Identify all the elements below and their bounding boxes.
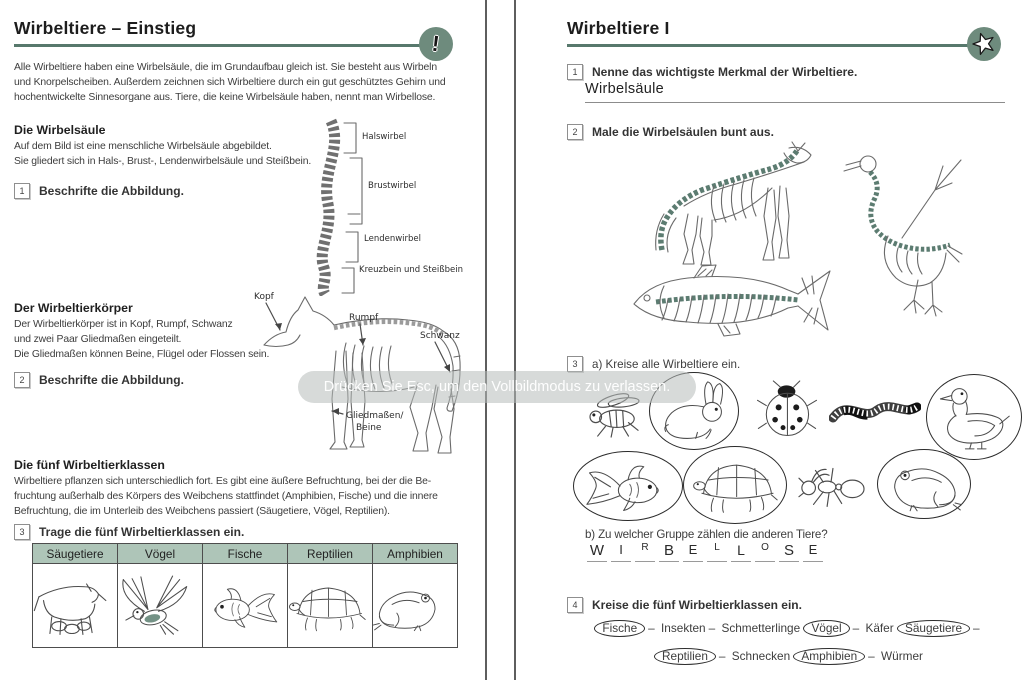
right-title-rule bbox=[567, 44, 969, 47]
task1-answer: Wirbelsäule bbox=[585, 81, 665, 97]
task-number-box: 2 bbox=[14, 372, 30, 388]
bird-skeleton-colored-spine bbox=[840, 150, 965, 320]
spine-label-lendenwirbel: Lendenwirbel bbox=[364, 234, 422, 244]
dog-label-kopf: Kopf bbox=[254, 292, 274, 302]
answer-letter: S bbox=[779, 542, 799, 562]
animal-worm bbox=[828, 394, 922, 426]
answer-letter: O bbox=[755, 542, 775, 562]
task-number-box: 1 bbox=[567, 64, 583, 80]
spine-text-line: Sie gliedert sich in Hals-, Brust-, Lendenwirbelsäule und Steißbein. bbox=[14, 156, 312, 168]
human-spine-diagram bbox=[298, 118, 484, 296]
table-image-row bbox=[33, 564, 458, 648]
wirbellose-answer bbox=[587, 542, 823, 562]
animal-ant bbox=[796, 461, 866, 509]
table-header-row bbox=[33, 544, 458, 564]
classes-section-heading: Die fünf Wirbeltierklassen bbox=[14, 458, 165, 472]
dog-skeleton-colored-spine bbox=[652, 138, 814, 266]
word-separator: – bbox=[708, 621, 716, 635]
animal-frog-circled bbox=[877, 449, 971, 519]
task-1-left bbox=[14, 183, 184, 199]
classes-text-line: Wirbeltiere pflanzen sich unterschiedlich fort. Es gibt eine äußere Befruchtung, bei der die Be- bbox=[14, 476, 432, 487]
word-separator: – bbox=[973, 621, 980, 635]
word-wuermer: Würmer bbox=[881, 649, 923, 663]
body-text-line: und zwei Paar Gliedmaßen eingeteilt. bbox=[14, 334, 182, 346]
answer-letter: E bbox=[683, 542, 703, 562]
worm-drawing bbox=[829, 394, 921, 426]
classes-text-line: fruchtung außerhalb des Körpers des Weibchens stattfindet (Amphibien, Fische) und die innere bbox=[14, 491, 438, 503]
task3b-text: b) Zu welcher Gruppe zählen die anderen Tiere? bbox=[585, 528, 828, 541]
vertebrate-classes-table bbox=[32, 543, 458, 648]
word-fische-circled: Fische bbox=[594, 620, 645, 637]
word-insekten: Insekten bbox=[661, 621, 706, 635]
dog-label-rumpf: Rumpf bbox=[349, 313, 379, 323]
page-divider-right bbox=[514, 0, 516, 680]
word-separator: – bbox=[868, 649, 875, 663]
task-number-box: 2 bbox=[567, 124, 583, 140]
task-text: Nenne das wichtigste Merkmal der Wirbeltiere. bbox=[592, 65, 858, 79]
answer-letter: B bbox=[659, 542, 679, 562]
word-separator: – bbox=[648, 621, 655, 635]
intro-line: Alle Wirbeltiere haben eine Wirbelsäule, die im Grundaufbau gleich ist. Sie besteht aus Wirbeln bbox=[14, 62, 437, 73]
word-kaefer: Käfer bbox=[865, 621, 894, 635]
left-page-title: Wirbeltiere – Einstieg bbox=[14, 18, 197, 38]
cell-bird bbox=[118, 564, 203, 648]
task-3-left bbox=[14, 524, 244, 540]
animal-duck-circled bbox=[926, 374, 1022, 460]
animal-fly bbox=[583, 387, 647, 439]
word-amphibien-circled: Amphibien bbox=[793, 648, 865, 665]
ladybug-drawing bbox=[754, 379, 820, 441]
spine-label-kreuzbein: Kreuzbein und Steißbein bbox=[359, 265, 463, 275]
task-number-box: 4 bbox=[567, 597, 583, 613]
body-text-line: Die Gliedmaßen können Beine, Flügel oder Flossen sein. bbox=[14, 349, 270, 361]
body-text-line: Der Wirbeltierkörper ist in Kopf, Rumpf, Schwanz bbox=[14, 319, 233, 330]
answer-letter: L bbox=[707, 542, 727, 562]
word-reptilien-circled: Reptilien bbox=[654, 648, 716, 665]
col-header-reptilien: Reptilien bbox=[288, 544, 373, 564]
answer-letter: R bbox=[635, 542, 655, 562]
word-voegel-circled: Vögel bbox=[803, 620, 849, 637]
word-separator: – bbox=[852, 621, 860, 635]
task-2-left bbox=[14, 372, 184, 388]
exclamation-icon bbox=[419, 27, 453, 61]
frog-drawing bbox=[373, 580, 443, 632]
right-page-title: Wirbeltiere I bbox=[567, 18, 670, 38]
answer-letter: I bbox=[611, 542, 631, 562]
col-header-fische: Fische bbox=[203, 544, 288, 564]
dog-label-schwanz: Schwanz bbox=[420, 331, 460, 341]
turtle-drawing bbox=[288, 578, 366, 634]
task-text: Male die Wirbelsäulen bunt aus. bbox=[592, 125, 774, 139]
answer-underline bbox=[585, 102, 1005, 103]
col-header-amphibien: Amphibien bbox=[373, 544, 458, 564]
word-separator: – bbox=[718, 649, 726, 663]
cell-reptile bbox=[288, 564, 373, 648]
spine-text-line: Auf dem Bild ist eine menschliche Wirbelsäule abgebildet. bbox=[14, 141, 272, 152]
task-text: Beschrifte die Abbildung. bbox=[39, 373, 184, 387]
word-schmetterlinge: Schmetterlinge bbox=[721, 621, 801, 635]
fly-drawing bbox=[584, 388, 646, 438]
duck-drawing bbox=[937, 382, 1011, 452]
animal-ladybug bbox=[752, 377, 822, 443]
spine-label-halswirbel: Halswirbel bbox=[362, 132, 407, 142]
body-section-heading: Der Wirbeltierkörper bbox=[14, 301, 133, 315]
task4-word-line-1 bbox=[567, 620, 1010, 637]
ant-drawing bbox=[797, 462, 865, 508]
col-header-voegel: Vögel bbox=[118, 544, 203, 564]
answer-letter: W bbox=[587, 542, 607, 562]
task-number-box: 3 bbox=[567, 356, 583, 372]
answer-letter: E bbox=[803, 542, 823, 562]
intro-line: hochentwickelte Sinnesorgane aus. Tiere, die keine Wirbelsäule haben, nennt man Wirbellose. bbox=[14, 92, 436, 104]
exclamation-glyph: ! bbox=[430, 30, 442, 57]
col-header-saeugetiere: Säugetiere bbox=[33, 544, 118, 564]
spine-label-brustwirbel: Brustwirbel bbox=[368, 181, 417, 191]
task-text: Beschrifte die Abbildung. bbox=[39, 184, 184, 198]
task4-word-line-2 bbox=[567, 648, 1010, 665]
task-text: a) Kreise alle Wirbeltiere ein. bbox=[592, 357, 741, 371]
animal-turtle-circled bbox=[683, 446, 787, 524]
cell-mammal bbox=[33, 564, 118, 648]
spine-section-heading: Die Wirbelsäule bbox=[14, 123, 106, 137]
task-text: Trage die fünf Wirbeltierklassen ein. bbox=[39, 525, 245, 539]
body-section-text bbox=[14, 317, 269, 363]
word-schnecken: Schnecken bbox=[731, 649, 791, 663]
fish-skeleton-colored-spine bbox=[628, 264, 838, 338]
task-text: Kreise die fünf Wirbeltierklassen ein. bbox=[592, 598, 802, 612]
frog-drawing bbox=[886, 456, 962, 512]
task-4-right bbox=[567, 597, 802, 613]
spine-section-text bbox=[14, 139, 311, 169]
task-1-right bbox=[567, 64, 857, 80]
cell-fish bbox=[203, 564, 288, 648]
left-title-rule bbox=[14, 44, 420, 47]
task-number-box: 3 bbox=[14, 524, 30, 540]
dog-skeleton-diagram bbox=[250, 287, 482, 459]
rabbit-drawing bbox=[658, 380, 730, 442]
intro-line: und Knorpelscheiben. Außerdem zeichnen sich Wirbeltiere durch ein gut geschütztes Gehirn und bbox=[14, 77, 446, 89]
animal-rabbit-circled bbox=[649, 372, 739, 450]
task-3-right bbox=[567, 356, 740, 372]
animal-goldfish-circled bbox=[573, 451, 683, 521]
fullscreen-exit-toast: Drücken Sie Esc, um den Vollbildmodus zu verlassen. bbox=[298, 371, 696, 403]
nursing-mammal-drawing bbox=[33, 573, 109, 639]
turtle-drawing bbox=[692, 454, 778, 516]
star-glyph bbox=[969, 29, 999, 59]
goldfish-drawing bbox=[583, 458, 673, 514]
star-icon bbox=[967, 27, 1001, 61]
cell-amphibian bbox=[373, 564, 458, 648]
flying-bird-drawing bbox=[118, 574, 192, 638]
word-saeugetiere-circled: Säugetiere bbox=[897, 620, 970, 637]
intro-paragraph bbox=[14, 60, 446, 106]
page-divider-left bbox=[485, 0, 487, 680]
task-number-box: 1 bbox=[14, 183, 30, 199]
classes-section-text bbox=[14, 474, 438, 520]
answer-letter: L bbox=[731, 542, 751, 562]
goldfish-drawing bbox=[203, 581, 279, 631]
dog-label-gliedmassen: Gliedmaßen/ bbox=[346, 411, 404, 421]
classes-text-line: Befruchtung, die im Unterleib des Weibchens passiert (Säugetiere, Vögel, Reptilien). bbox=[14, 506, 390, 518]
dog-label-beine: Beine bbox=[356, 423, 382, 433]
